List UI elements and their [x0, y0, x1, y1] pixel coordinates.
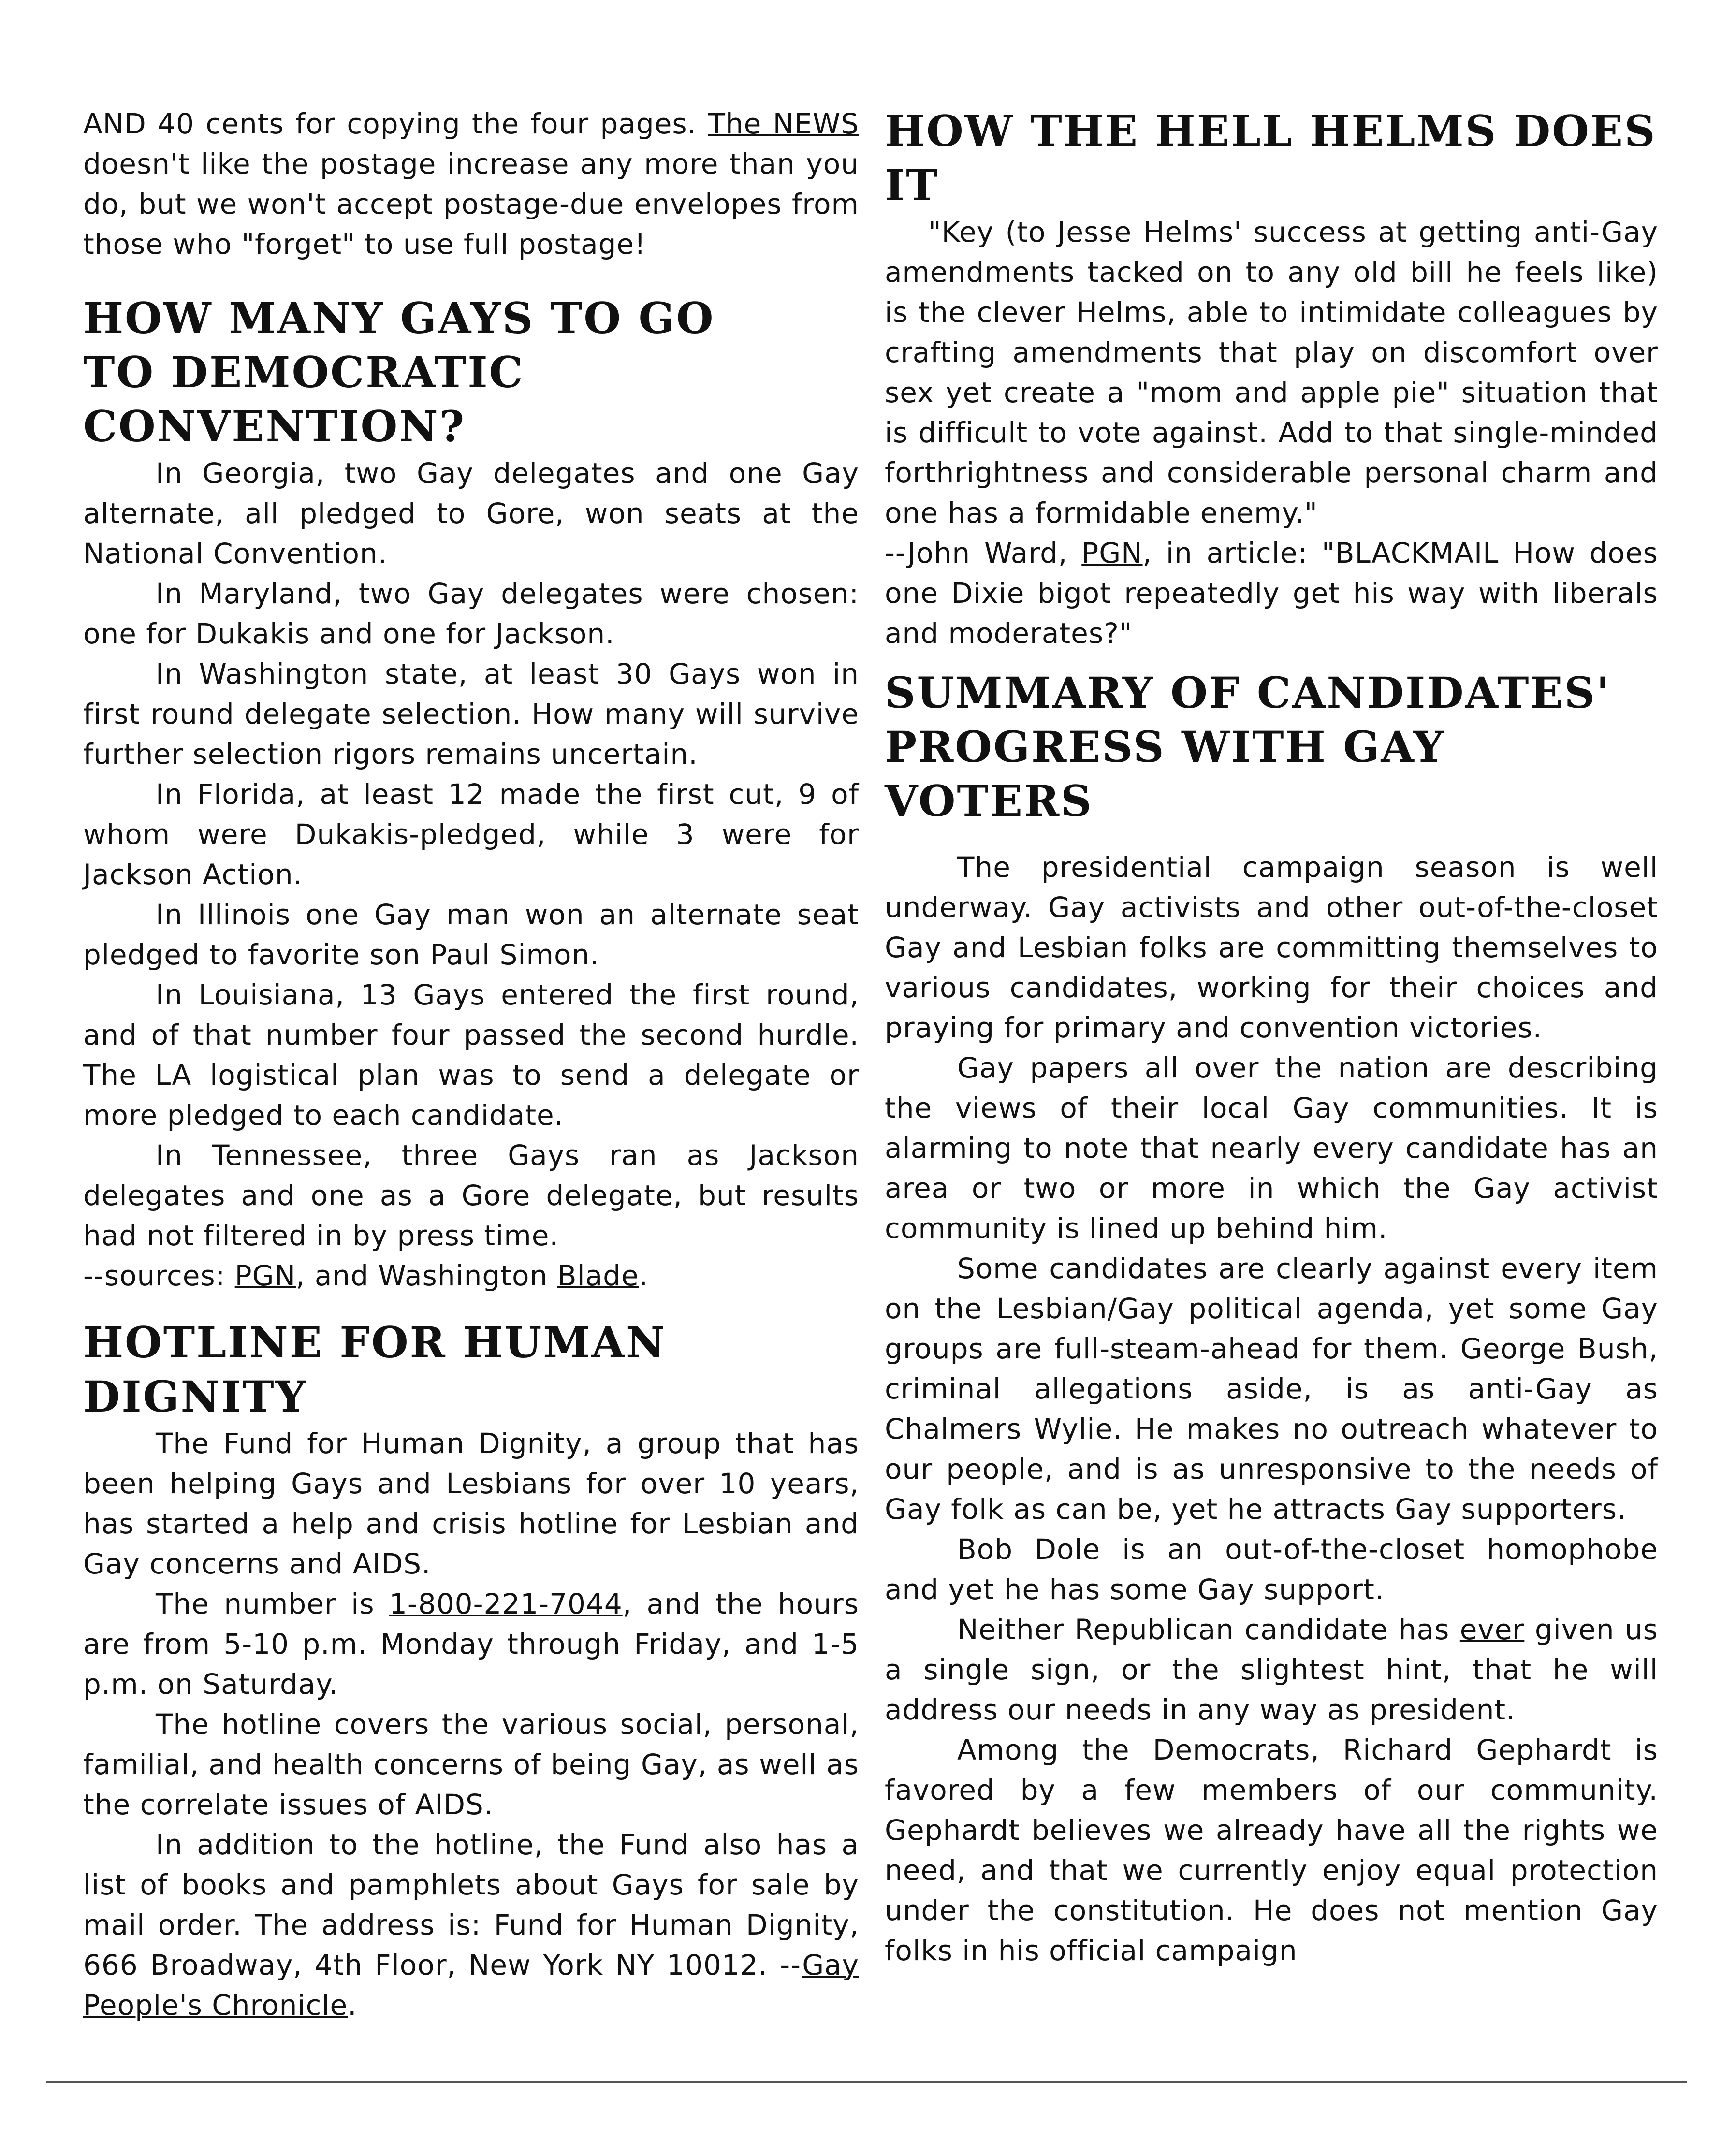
heading-line: PROGRESS WITH GAY VOTERS	[885, 722, 1445, 826]
heading-summary	[885, 666, 1658, 828]
text: , and the hours are from 5-10 p.m. Monday through Friday, and 1-5 p.m. on Saturday.	[83, 1587, 859, 1701]
text: doesn't like the postage increase any more than you do, but we won't accept postage-due envelopes from those who "forget" to use full postage!	[83, 147, 859, 261]
paragraph: Gay papers all over the nation are describing the views of their local Gay communities. It is alarming to note that nearly every candidate has an area or two or more in which the Gay activist community is lined up behind him.	[885, 1051, 1658, 1245]
source: PGN	[1081, 537, 1143, 569]
text: Neither Republican candidate has	[957, 1613, 1460, 1646]
paragraph: The hotline covers the various social, personal, familial, and health concerns of being Gay, as well as the correlate issues of AIDS.	[83, 1708, 859, 1821]
left-column	[83, 104, 859, 2025]
publication-name: The NEWS	[708, 107, 859, 140]
text: .	[639, 1259, 649, 1292]
paragraph	[83, 1584, 859, 1704]
paragraph: In Florida, at least 12 made the first cut, 9 of whom were Dukakis-pledged, while 3 were for Jackson Action.	[83, 778, 859, 891]
text: given us a single sign, or the slightest hint, that he will address our needs in any way as president.	[885, 1613, 1658, 1726]
paragraph: In Tennessee, three Gays ran as Jackson delegates and one as a Gore delegate, but results had not filtered in by press time.	[83, 1139, 859, 1252]
text: , and Washington	[295, 1259, 557, 1292]
source: PGN	[234, 1259, 296, 1292]
text: The number is	[156, 1587, 390, 1620]
paragraph	[885, 1610, 1658, 1730]
intro-paragraph	[83, 104, 859, 264]
heading-helms: HOW THE HELL HELMS DOES IT	[885, 106, 1657, 210]
paragraph: Some candidates are clearly against every item on the Lesbian/Gay political agenda, yet some Gay groups are full-steam-ahead for them. George Bush, criminal allegations aside, is as anti-Gay as Chalmers Wylie. He makes no outreach whatever to our people, and is as unresponsive to the needs of Gay folk as can be, yet he attracts Gay supporters.	[885, 1252, 1658, 1526]
text: --sources:	[83, 1259, 235, 1292]
paragraph: Bob Dole is an out-of-the-closet homophobe and yet he has some Gay support.	[885, 1533, 1658, 1606]
bottom-rule	[46, 2081, 1687, 2083]
heading-line: SUMMARY OF CANDIDATES'	[885, 668, 1611, 718]
source: Gay People's Chronicle	[83, 1949, 859, 2022]
attribution	[885, 533, 1658, 654]
paragraph: In Washington state, at least 30 Gays won in first round delegate selection. How many will survive further selection rigors remains uncertain.	[83, 657, 859, 771]
right-column	[885, 104, 1658, 1971]
text: .	[348, 1989, 357, 2022]
text: , in article: "BLACKMAIL How does one Dixie bigot repeatedly get his way with liberals and moderates?"	[885, 537, 1658, 650]
paragraph: The Fund for Human Dignity, a group that has been helping Gays and Lesbians for over 10 years, has started a help and crisis hotline for Lesbian and Gay concerns and AIDS.	[83, 1427, 859, 1580]
paragraph: In Maryland, two Gay delegates were chosen: one for Dukakis and one for Jackson.	[83, 577, 859, 650]
emphasis: ever	[1459, 1613, 1525, 1646]
heading-hotline: HOTLINE FOR HUMAN DIGNITY	[83, 1317, 667, 1422]
text: In addition to the hotline, the Fund also has a list of books and pamphlets about Gays for sale by mail order. The address is: Fund for Human Dignity, 666 Broadway, 4th Floor, New York NY 10012. --	[83, 1828, 859, 1981]
heading-democratic-convention	[83, 291, 859, 453]
heading-line: HOW MANY GAYS TO GO	[83, 293, 715, 343]
paragraph: The presidential campaign season is well underway. Gay activists and other out-of-the-closet Gay and Lesbian folks are committing themselves to various candidates, working for their choices and praying for primary and convention victories.	[885, 851, 1658, 1044]
source: Blade	[557, 1259, 639, 1292]
quote-paragraph: "Key (to Jesse Helms' success at getting anti-Gay amendments tacked on to any old bill he feels like) is the clever Helms, able to intimidate colleagues by crafting amendments that play on discomfort over sex yet create a "mom and apple pie" situation that is difficult to vote against. Add to that single-minded forthrightness and considerable personal charm and one has a formidable enemy."	[885, 216, 1658, 529]
paragraph: In Illinois one Gay man won an alternate seat pledged to favorite son Paul Simon.	[83, 898, 859, 971]
heading-line: TO DEMOCRATIC CONVENTION?	[83, 347, 525, 451]
sources-line	[83, 1256, 859, 1296]
text: --John Ward,	[885, 537, 1082, 569]
paragraph	[83, 1825, 859, 2025]
paragraph: In Georgia, two Gay delegates and one Gay alternate, all pledged to Gore, won seats at the National Convention.	[83, 457, 859, 570]
paragraph: Among the Democrats, Richard Gephardt is favored by a few members of our community. Gephardt believes we already have all the rights we need, and that we currently enjoy equal protection under the constitution. He does not mention Gay folks in his official campaign	[885, 1733, 1658, 1967]
paragraph: In Louisiana, 13 Gays entered the first round, and of that number four passed the second hurdle. The LA logistical plan was to send a delegate or more pledged to each candidate.	[83, 978, 859, 1132]
text: AND 40 cents for copying the four pages.	[83, 107, 708, 140]
phone-number: 1-800-221-7044	[389, 1587, 623, 1620]
